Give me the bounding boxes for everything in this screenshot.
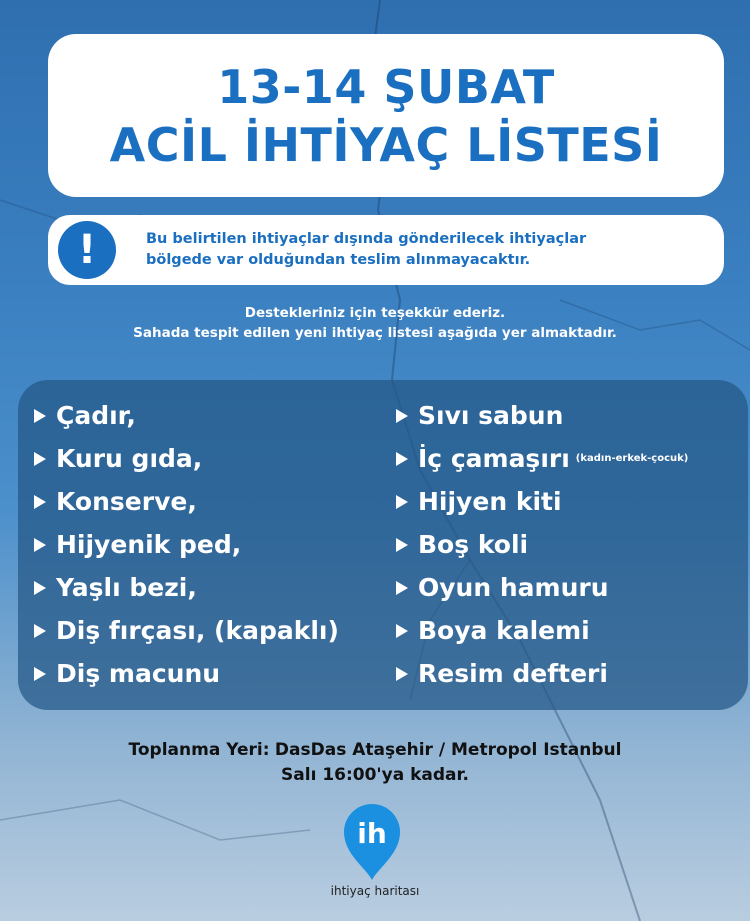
list-item-label: Sıvı sabun	[418, 401, 564, 430]
exclamation-icon: !	[58, 221, 116, 279]
thanks-line-1: Destekleriniz için teşekkür ederiz.	[244, 305, 506, 321]
needs-list-right	[396, 394, 688, 695]
triangle-bullet-icon	[34, 667, 46, 681]
logo-name: ihtiyaç haritası	[330, 884, 420, 898]
warning-text	[146, 229, 586, 271]
warning-line-2: bölgede var olduğundan teslim alınmayacaktır.	[146, 252, 531, 268]
list-item-note: (kadın-erkek-çocuk)	[575, 453, 689, 464]
triangle-bullet-icon	[34, 581, 46, 595]
triangle-bullet-icon	[34, 409, 46, 423]
list-item-label: Hijyenik ped,	[56, 530, 242, 559]
title-line-1: 13-14 ŞUBAT	[217, 59, 555, 114]
title-card	[48, 34, 724, 197]
collection-place-label: Toplanma Yeri:	[128, 740, 270, 760]
list-item	[396, 523, 688, 566]
title-line-2: ACİL İHTİYAÇ LİSTESİ	[109, 117, 663, 172]
warning-card	[48, 215, 724, 285]
footer-info	[0, 738, 750, 788]
list-item	[34, 523, 339, 566]
list-item-label: Diş macunu	[56, 659, 221, 688]
list-item-label: Çadır,	[56, 401, 136, 430]
triangle-bullet-icon	[34, 452, 46, 466]
list-item-label: Oyun hamuru	[418, 573, 609, 602]
deadline-text: Salı 16:00'ya kadar.	[281, 765, 469, 785]
list-item	[34, 609, 339, 652]
list-item-label: Boş koli	[418, 530, 529, 559]
collection-place-value: DasDas Ataşehir / Metropol Istanbul	[274, 740, 622, 760]
list-item	[396, 609, 688, 652]
triangle-bullet-icon	[34, 495, 46, 509]
triangle-bullet-icon	[396, 538, 408, 552]
list-item	[34, 394, 339, 437]
thanks-text	[0, 303, 750, 343]
list-item	[34, 566, 339, 609]
triangle-bullet-icon	[34, 624, 46, 638]
needs-list-left	[34, 394, 339, 695]
list-item	[34, 437, 339, 480]
list-item	[396, 652, 688, 695]
collection-place	[0, 738, 750, 763]
triangle-bullet-icon	[396, 452, 408, 466]
list-item	[34, 652, 339, 695]
list-item-label: İç çamaşırı	[418, 444, 570, 473]
list-item	[396, 566, 688, 609]
list-item	[34, 480, 339, 523]
triangle-bullet-icon	[396, 624, 408, 638]
logo-letters: ih	[357, 817, 387, 850]
triangle-bullet-icon	[396, 667, 408, 681]
list-item-label: Boya kalemi	[418, 616, 590, 645]
ihtiyac-haritasi-logo-icon	[340, 802, 404, 882]
list-item-label: Diş fırçası, (kapaklı)	[56, 616, 339, 645]
thanks-line-2: Sahada tespit edilen yeni ihtiyaç listesi aşağıda yer almaktadır.	[133, 325, 617, 341]
triangle-bullet-icon	[396, 495, 408, 509]
list-item-label: Resim defteri	[418, 659, 608, 688]
triangle-bullet-icon	[34, 538, 46, 552]
list-item	[396, 437, 688, 480]
list-item-label: Kuru gıda,	[56, 444, 203, 473]
list-item-label: Hijyen kiti	[418, 487, 562, 516]
list-item-label: Konserve,	[56, 487, 197, 516]
triangle-bullet-icon	[396, 409, 408, 423]
needs-list-panel	[18, 380, 748, 710]
list-item	[396, 394, 688, 437]
list-item-label: Yaşlı bezi,	[56, 573, 197, 602]
warning-line-1: Bu belirtilen ihtiyaçlar dışında gönderilecek ihtiyaçlar	[146, 231, 587, 247]
list-item	[396, 480, 688, 523]
triangle-bullet-icon	[396, 581, 408, 595]
